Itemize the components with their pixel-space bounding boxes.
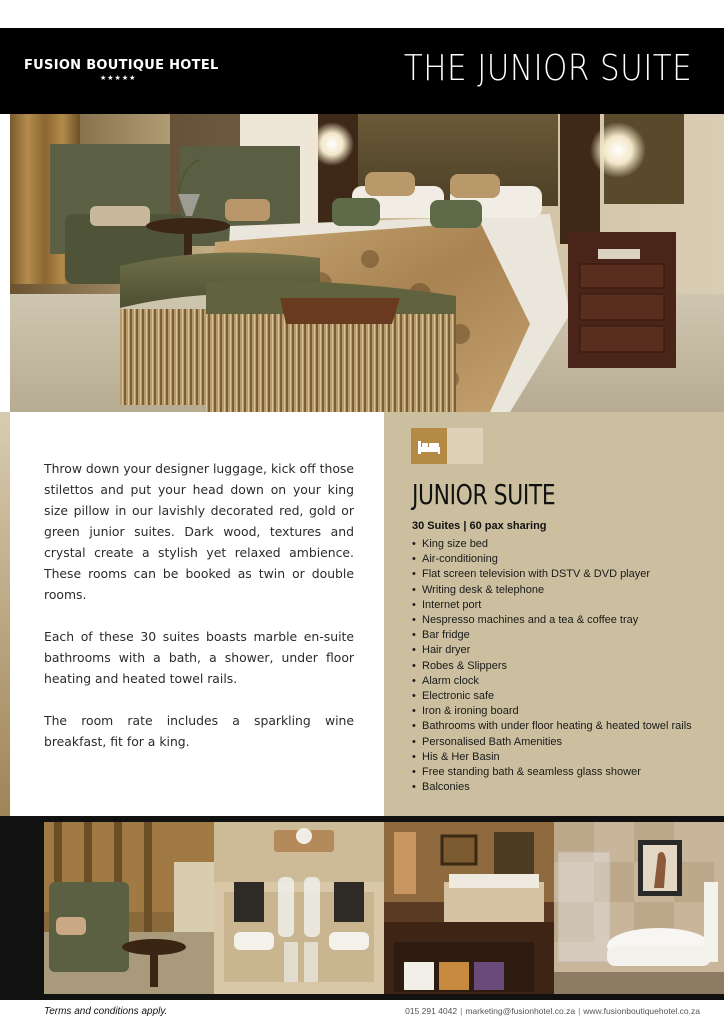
amenity-item: • Hair dryer bbox=[412, 643, 717, 658]
amenity-item: • Personalised Bath Amenities bbox=[412, 735, 717, 750]
description-paragraph: Throw down your designer luggage, kick off those stilettos and put your head down on your king size pillow in our lavishly decorated red, gold or green junior suites. Dark wood, textures and crystal create a stylish yet relaxed ambience. These rooms can be booked as twin or double rooms. bbox=[44, 461, 354, 602]
suite-subtitle: 30 Suites | 60 pax sharing bbox=[412, 520, 547, 532]
photo-strip bbox=[0, 816, 724, 1000]
amenity-item: • Internet port bbox=[412, 598, 717, 613]
amenity-item: • Nespresso machines and a tea & coffee tray bbox=[412, 613, 717, 628]
sitting-area-photo bbox=[44, 822, 214, 994]
amenity-item: • Writing desk & telephone bbox=[412, 583, 717, 598]
description-text bbox=[44, 458, 354, 773]
description-paragraph: The room rate includes a sparkling wine breakfast, fit for a king. bbox=[44, 713, 354, 749]
amenity-item: • Iron & ironing board bbox=[412, 704, 717, 719]
bedroom-overview-photo bbox=[384, 822, 554, 994]
bathroom-photo bbox=[554, 822, 724, 994]
separator: | bbox=[460, 1006, 463, 1016]
phone-number: 015 291 4042 bbox=[405, 1006, 458, 1016]
separator: | bbox=[578, 1006, 581, 1016]
logo-stars: ★★★★★ bbox=[100, 75, 137, 82]
amenities-panel bbox=[384, 412, 724, 816]
terms-text: Terms and conditions apply. bbox=[44, 1006, 168, 1017]
amenity-item: • Balconies bbox=[412, 780, 717, 795]
amenity-item: • Electronic safe bbox=[412, 689, 717, 704]
description-paragraph: Each of these 30 suites boasts marble en-suite bathrooms with a bath, a shower, under floor heating and heated towel rails. bbox=[44, 629, 354, 686]
contact-info bbox=[405, 1006, 700, 1016]
page-footer bbox=[0, 1000, 724, 1024]
logo-name: FUSION BOUTIQUE HOTEL bbox=[24, 58, 219, 73]
amenity-item: • King size bed bbox=[412, 537, 717, 552]
decorative-stripe bbox=[0, 412, 10, 816]
website-link[interactable]: www.fusionboutiquehotel.co.za bbox=[583, 1006, 700, 1016]
hero-bedroom-photo bbox=[10, 114, 724, 412]
suite-title: JUNIOR SUITE bbox=[412, 478, 556, 511]
amenity-item: • Alarm clock bbox=[412, 674, 717, 689]
amenities-list bbox=[412, 537, 717, 795]
description-panel bbox=[0, 412, 384, 816]
amenity-item: • Flat screen television with DSTV & DVD player bbox=[412, 567, 717, 582]
amenities-tray-photo bbox=[214, 822, 384, 994]
hotel-logo bbox=[24, 58, 224, 82]
bed-icon-badge bbox=[411, 428, 483, 464]
amenity-item: • Bathrooms with under floor heating & heated towel rails bbox=[412, 719, 717, 734]
bed-icon bbox=[411, 428, 447, 464]
email-link[interactable]: marketing@fusionhotel.co.za bbox=[465, 1006, 576, 1016]
amenity-item: • Air-conditioning bbox=[412, 552, 717, 567]
page-title: THE JUNIOR SUITE bbox=[403, 48, 692, 89]
amenity-item: • Free standing bath & seamless glass shower bbox=[412, 765, 717, 780]
page-header bbox=[0, 28, 724, 114]
amenity-item: • Bar fridge bbox=[412, 628, 717, 643]
amenity-item: • Robes & Slippers bbox=[412, 659, 717, 674]
amenity-item: • His & Her Basin bbox=[412, 750, 717, 765]
